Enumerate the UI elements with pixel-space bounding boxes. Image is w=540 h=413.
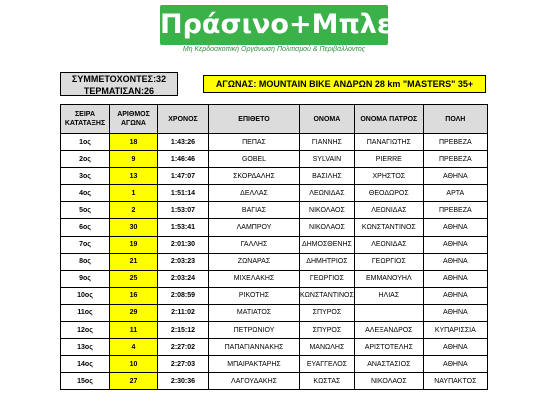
father-name-cell: ΑΛΕΞΑΝΔΡΟΣ bbox=[354, 322, 423, 339]
bib-cell: 16 bbox=[110, 287, 158, 304]
col-header-name: ΟΝΟΜΑ bbox=[300, 105, 355, 134]
rank-cell: 2ος bbox=[61, 151, 110, 168]
surname-cell: ΠΑΠΑΓΙΑΝΝΑΚΗΣ bbox=[209, 339, 300, 356]
time-cell: 2:27:02 bbox=[158, 339, 209, 356]
name-cell: SYLVAIN bbox=[300, 151, 355, 168]
surname-cell: ΛΑΜΠΡΟΥ bbox=[209, 219, 300, 236]
rank-cell: 8ος bbox=[61, 253, 110, 270]
bib-cell: 1 bbox=[110, 185, 158, 202]
city-cell: ΑΘΗΝΑ bbox=[423, 304, 487, 321]
city-cell: ΑΘΗΝΑ bbox=[423, 339, 487, 356]
rank-cell: 1ος bbox=[61, 134, 110, 151]
surname-cell: ΒΑΓΙΑΣ bbox=[209, 202, 300, 219]
name-cell: ΒΑΣΙΛΗΣ bbox=[300, 168, 355, 185]
table-row bbox=[61, 168, 488, 185]
time-cell: 2:30:36 bbox=[158, 373, 209, 390]
rank-cell: 11ος bbox=[61, 304, 110, 321]
surname-cell: ΜΠΑΙΡΑΚΤΑΡΗΣ bbox=[209, 356, 300, 373]
surname-cell: ΜΙΧΕΛΑΚΗΣ bbox=[209, 270, 300, 287]
city-cell: ΠΡΕΒΕΖΑ bbox=[423, 151, 487, 168]
col-header-time: ΧΡΟΝΟΣ bbox=[158, 105, 209, 134]
father-name-cell: PIERRE bbox=[354, 151, 423, 168]
rank-cell: 12ος bbox=[61, 322, 110, 339]
name-cell: ΣΠΥΡΟΣ bbox=[300, 304, 355, 321]
time-cell: 2:15:12 bbox=[158, 322, 209, 339]
col-header-father-name: ΟΝΟΜΑ ΠΑΤΡΟΣ bbox=[354, 105, 423, 134]
bib-cell: 25 bbox=[110, 270, 158, 287]
rank-cell: 5ος bbox=[61, 202, 110, 219]
time-cell: 1:53:41 bbox=[158, 219, 209, 236]
city-cell: ΠΡΕΒΕΖΑ bbox=[423, 134, 487, 151]
rank-cell: 10ος bbox=[61, 287, 110, 304]
rank-cell: 9ος bbox=[61, 270, 110, 287]
rank-cell: 4ος bbox=[61, 185, 110, 202]
table-row bbox=[61, 339, 488, 356]
surname-cell: ΠΕΠΑΣ bbox=[209, 134, 300, 151]
city-cell: ΑΘΗΝΑ bbox=[423, 168, 487, 185]
table-row bbox=[61, 287, 488, 304]
time-cell: 2:08:59 bbox=[158, 287, 209, 304]
surname-cell: ΖΩΝΑΡΑΣ bbox=[209, 253, 300, 270]
time-cell: 2:03:23 bbox=[158, 253, 209, 270]
name-cell: ΓΙΑΝΝΗΣ bbox=[300, 134, 355, 151]
rank-cell: 7ος bbox=[61, 236, 110, 253]
table-row bbox=[61, 373, 488, 390]
col-header-surname: ΕΠΙΘΕΤΟ bbox=[209, 105, 300, 134]
name-cell: ΚΩΝΣΤΑΝΤΙΝΟΣ bbox=[300, 287, 355, 304]
time-cell: 2:01:30 bbox=[158, 236, 209, 253]
bib-cell: 4 bbox=[110, 339, 158, 356]
bib-cell: 10 bbox=[110, 356, 158, 373]
table-header-row bbox=[61, 105, 488, 134]
surname-cell: ΣΚΟΡΔΑΛΗΣ bbox=[209, 168, 300, 185]
father-name-cell: ΛΕΩΝΙΔΑΣ bbox=[354, 202, 423, 219]
results-table bbox=[60, 104, 488, 390]
bib-cell: 29 bbox=[110, 304, 158, 321]
surname-cell: ΓΑΛΛΗΣ bbox=[209, 236, 300, 253]
logo-subtitle: Μη Κερδοσκοπική Οργάνωση Πολιτισμού & Περιβάλλοντος bbox=[182, 46, 366, 53]
name-cell: ΚΩΣΤΑΣ bbox=[300, 373, 355, 390]
table-row bbox=[61, 253, 488, 270]
surname-cell: ΛΑΓΟΥΔΑΚΗΣ bbox=[209, 373, 300, 390]
participants-count: ΣΥΜΜΕΤΟΧΟΝΤΕΣ:32 bbox=[71, 74, 167, 84]
father-name-cell: ΕΜΜΑΝΟΥΗΛ bbox=[354, 270, 423, 287]
name-cell: ΜΑΝΩΛΗΣ bbox=[300, 339, 355, 356]
surname-cell: ΠΕΤΡΩΝΙΟΥ bbox=[209, 322, 300, 339]
city-cell: ΑΘΗΝΑ bbox=[423, 236, 487, 253]
city-cell: ΚΥΠΑΡΙΣΣΙΑ bbox=[423, 322, 487, 339]
name-cell: ΝΙΚΟΛΑΟΣ bbox=[300, 219, 355, 236]
name-cell: ΛΕΩΝΙΔΑΣ bbox=[300, 185, 355, 202]
time-cell: 2:27:03 bbox=[158, 356, 209, 373]
table-row bbox=[61, 151, 488, 168]
rank-cell: 13ος bbox=[61, 339, 110, 356]
rank-cell: 6ος bbox=[61, 219, 110, 236]
bib-cell: 2 bbox=[110, 202, 158, 219]
bib-cell: 13 bbox=[110, 168, 158, 185]
surname-cell: ΔΕΛΛΑΣ bbox=[209, 185, 300, 202]
name-cell: ΣΠΥΡΟΣ bbox=[300, 322, 355, 339]
city-cell: ΑΘΗΝΑ bbox=[423, 219, 487, 236]
table-row bbox=[61, 219, 488, 236]
father-name-cell: ΠΑΝΑΓΙΩΤΗΣ bbox=[354, 134, 423, 151]
time-cell: 1:53:07 bbox=[158, 202, 209, 219]
bib-cell: 21 bbox=[110, 253, 158, 270]
table-row bbox=[61, 185, 488, 202]
table-row bbox=[61, 304, 488, 321]
time-cell: 1:51:14 bbox=[158, 185, 209, 202]
table-row bbox=[61, 356, 488, 373]
rank-cell: 15ος bbox=[61, 373, 110, 390]
col-header-bib: ΑΡΙΘΜΟΣ ΑΓΩΝΑ bbox=[110, 105, 158, 134]
surname-cell: ΜΑΤΙΑΤΟΣ bbox=[209, 304, 300, 321]
father-name-cell: ΓΕΩΡΓΙΟΣ bbox=[354, 253, 423, 270]
time-cell: 1:43:26 bbox=[158, 134, 209, 151]
table-row bbox=[61, 322, 488, 339]
table-row bbox=[61, 134, 488, 151]
surname-cell: ΡΙΚΟΤΗΣ bbox=[209, 287, 300, 304]
race-title: ΑΓΩΝΑΣ: MOUNTAIN BIKE ΑΝΔΡΩΝ 28 km "MASTERS" 35+ bbox=[203, 75, 486, 93]
rank-cell: 3ος bbox=[61, 168, 110, 185]
col-header-city: ΠΟΛΗ bbox=[423, 105, 487, 134]
time-cell: 1:46:46 bbox=[158, 151, 209, 168]
father-name-cell: ΧΡΗΣΤΟΣ bbox=[354, 168, 423, 185]
organization-logo bbox=[160, 5, 392, 55]
city-cell: ΑΡΤΑ bbox=[423, 185, 487, 202]
city-cell: ΑΘΗΝΑ bbox=[423, 287, 487, 304]
name-cell: ΔΗΜΟΣΘΕΝΗΣ bbox=[300, 236, 355, 253]
table-row bbox=[61, 202, 488, 219]
city-cell: ΠΡΕΒΕΖΑ bbox=[423, 202, 487, 219]
logo-title: Πράσινο+Μπλε bbox=[160, 9, 392, 40]
name-cell: ΝΙΚΟΛΑΟΣ bbox=[300, 202, 355, 219]
surname-cell: GOBEL bbox=[209, 151, 300, 168]
city-cell: ΑΘΗΝΑ bbox=[423, 356, 487, 373]
father-name-cell: ΘΕΟΔΩΡΟΣ bbox=[354, 185, 423, 202]
time-cell: 2:11:02 bbox=[158, 304, 209, 321]
name-cell: ΓΕΩΡΓΙΟΣ bbox=[300, 270, 355, 287]
name-cell: ΕΥΑΓΓΕΛΟΣ bbox=[300, 356, 355, 373]
rank-cell: 14ος bbox=[61, 356, 110, 373]
father-name-cell: ΚΩΝΣΤΑΝΤΙΝΟΣ bbox=[354, 219, 423, 236]
bib-cell: 19 bbox=[110, 236, 158, 253]
table-row bbox=[61, 236, 488, 253]
bib-cell: 9 bbox=[110, 151, 158, 168]
city-cell: ΑΘΗΝΑ bbox=[423, 253, 487, 270]
bib-cell: 18 bbox=[110, 134, 158, 151]
city-cell: ΝΑΥΠΑΚΤΟΣ bbox=[423, 373, 487, 390]
father-name-cell bbox=[354, 304, 423, 321]
father-name-cell: ΑΝΑΣΤΑΣΙΟΣ bbox=[354, 356, 423, 373]
bib-cell: 30 bbox=[110, 219, 158, 236]
name-cell: ΔΗΜΗΤΡΙΟΣ bbox=[300, 253, 355, 270]
time-cell: 1:47:07 bbox=[158, 168, 209, 185]
bib-cell: 27 bbox=[110, 373, 158, 390]
table-row bbox=[61, 270, 488, 287]
father-name-cell: ΝΙΚΟΛΑΟΣ bbox=[354, 373, 423, 390]
finished-count: ΤΕΡΜΑΤΙΣΑΝ:26 bbox=[83, 86, 155, 96]
time-cell: 2:03:24 bbox=[158, 270, 209, 287]
city-cell: ΑΘΗΝΑ bbox=[423, 270, 487, 287]
father-name-cell: ΛΕΩΝΙΔΑΣ bbox=[354, 236, 423, 253]
participants-summary bbox=[60, 72, 178, 96]
father-name-cell: ΗΛΙΑΣ bbox=[354, 287, 423, 304]
father-name-cell: ΑΡΙΣΤΟΤΕΛΗΣ bbox=[354, 339, 423, 356]
bib-cell: 11 bbox=[110, 322, 158, 339]
col-header-rank: ΣΕΙΡΑ ΚΑΤΑΤΑΞΗΣ bbox=[61, 105, 110, 134]
